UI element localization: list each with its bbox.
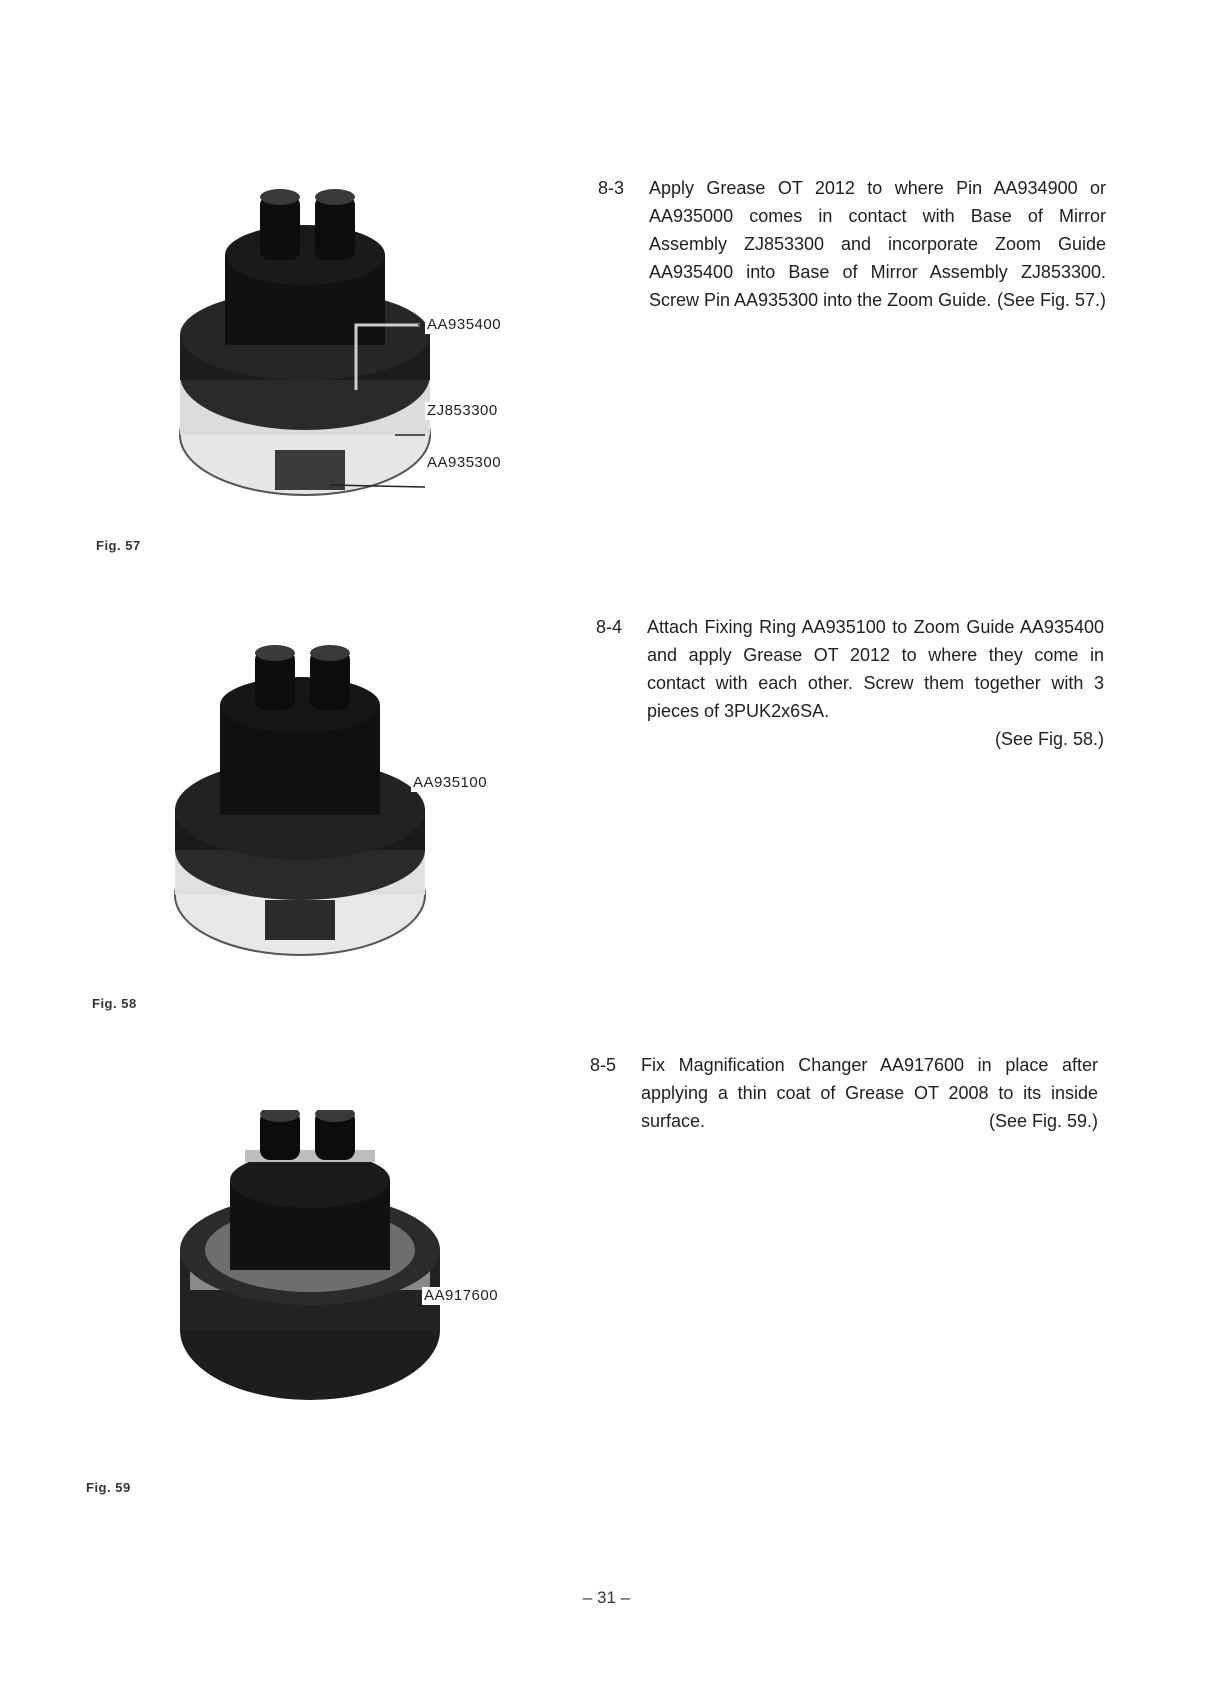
callout-label: AA935300: [427, 454, 502, 471]
callout-label: AA935100: [413, 774, 488, 791]
fig-57-photo: [150, 185, 570, 525]
figure-label: Fig. 59: [86, 1480, 131, 1495]
figure-label: Fig. 58: [92, 996, 137, 1011]
step-number: 8-4: [596, 617, 623, 637]
see-figure-ref: (See Fig. 58.): [994, 729, 1104, 749]
callout-label: AA935400: [427, 316, 502, 333]
section-fig-57: [0, 160, 1213, 580]
see-figure-ref: (See Fig. 59.): [988, 1111, 1098, 1131]
step-text: Apply Grease OT 2012 to where Pin AA934900 or AA935000 comes in contact with Base of Mirror Assembly ZJ853300 and incorporate Zoom Guide AA935400 into Base of Mirror Assembly ZJ853300. Screw Pin AA935300 into the Zoom Guide.: [649, 178, 1106, 310]
callout-label: AA917600: [424, 1287, 499, 1304]
section-fig-58: [0, 617, 1213, 1040]
step-8-3: [598, 174, 1106, 314]
step-8-4: [596, 613, 1104, 753]
callout-label: ZJ853300: [427, 402, 498, 419]
figure-label: Fig. 57: [96, 538, 141, 553]
step-number: 8-3: [598, 178, 625, 198]
page-number: – 31 –: [582, 1588, 631, 1607]
step-number: 8-5: [590, 1055, 617, 1075]
see-figure-ref: (See Fig. 57.): [996, 290, 1106, 310]
fig-58-photo: [150, 645, 570, 985]
step-8-5: [590, 1051, 1098, 1135]
section-fig-59: [0, 1055, 1213, 1500]
fig-59-photo: [150, 1110, 570, 1450]
step-text: Attach Fixing Ring AA935100 to Zoom Guide AA935400 and apply Grease OT 2012 to where they come in contact with each other. Screw them together with 3 pieces of 3PUK2x6SA.: [647, 617, 1104, 721]
step-text: Fix Magnification Changer AA917600 in place after applying a thin coat of Grease OT 2008 to its inside surface.: [641, 1055, 1098, 1131]
